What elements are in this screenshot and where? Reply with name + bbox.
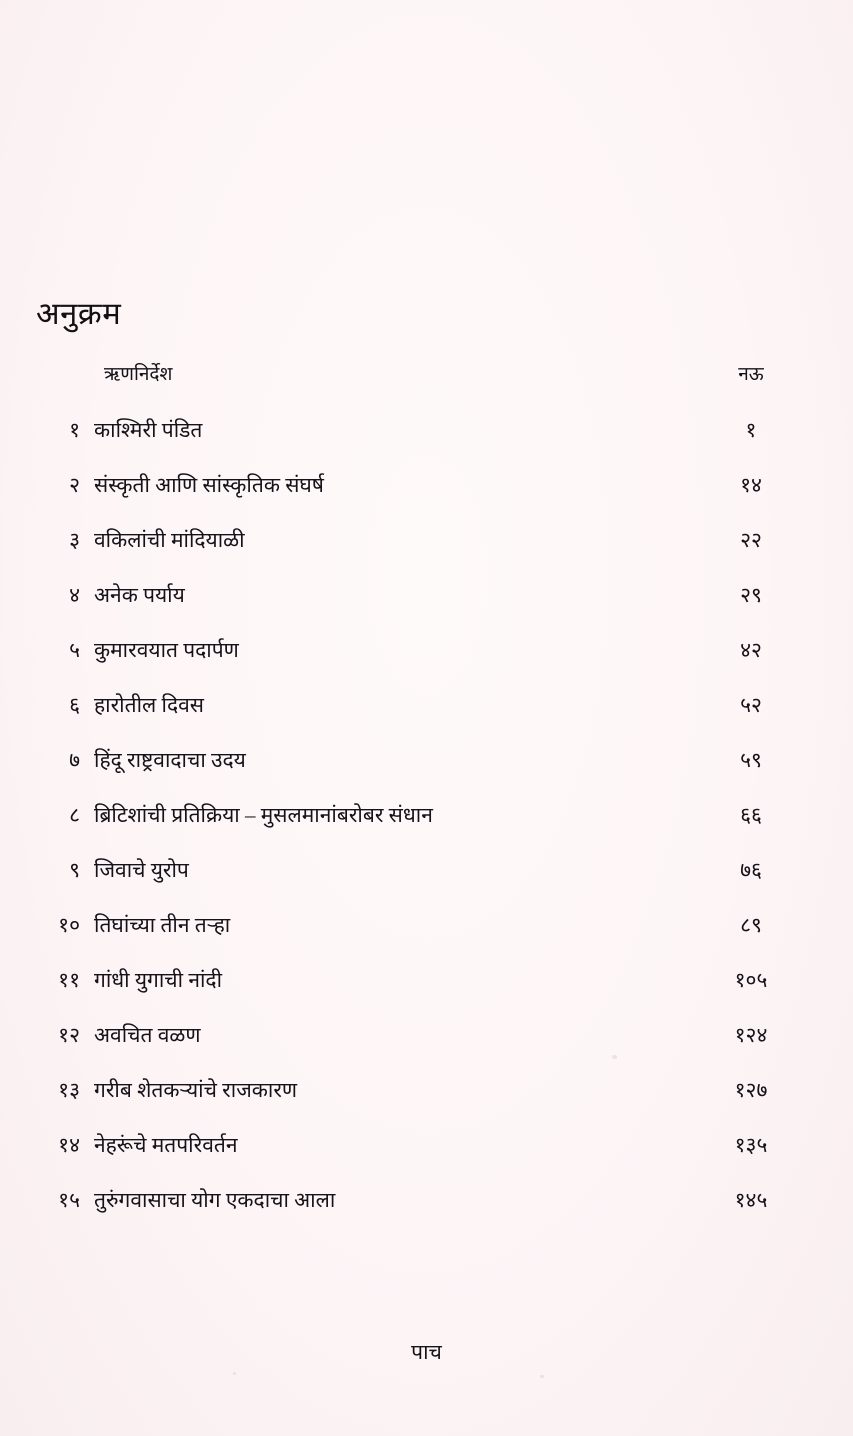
- toc-entry-title: कुमारवयात पदार्पण: [94, 638, 239, 662]
- toc-entry-number: १२: [58, 1023, 80, 1047]
- toc-entry-page-number: १४: [740, 473, 762, 497]
- paper-speck: [612, 1055, 617, 1059]
- page-title: अनुक्रम: [36, 296, 122, 331]
- toc-entry-title: गांधी युगाची नांदी: [94, 968, 223, 992]
- toc-entry-page-number: ८९: [740, 913, 762, 937]
- toc-entry[interactable]: [36, 802, 796, 857]
- toc-entry-page-number: ४२: [740, 638, 762, 662]
- toc-entry-title: संस्कृती आणि सांस्कृतिक संघर्ष: [94, 473, 324, 497]
- toc-entry-number: १०: [58, 913, 80, 937]
- toc-entry-title: हिंदू राष्ट्रवादाचा उदय: [94, 748, 246, 772]
- toc-entry-title: गरीब शेतकऱ्यांचे राजकारण: [94, 1078, 298, 1102]
- toc-entry-title: ब्रिटिशांची प्रतिक्रिया – मुसलमानांबरोबर संधान: [94, 803, 433, 827]
- toc-entry[interactable]: [36, 857, 796, 912]
- toc-entry[interactable]: [36, 582, 796, 637]
- toc-entry-page-number: १०५: [734, 968, 768, 992]
- toc-entry[interactable]: [36, 967, 796, 1022]
- toc-entry-page-number: ६६: [740, 803, 762, 827]
- toc-entry[interactable]: [36, 1022, 796, 1077]
- toc-entry-number: ६: [69, 693, 80, 717]
- toc-entry-number: ७: [69, 748, 80, 772]
- toc-entry-page-number: ५९: [740, 748, 762, 772]
- toc-entry-page-number: १: [745, 418, 757, 442]
- toc-entry-title: अनेक पर्याय: [94, 583, 185, 607]
- toc-entry-page-number: ७६: [740, 858, 762, 882]
- paper-speck: [540, 1375, 544, 1378]
- toc-entry-number: ५: [69, 638, 80, 662]
- toc-entry[interactable]: [36, 1132, 796, 1187]
- paper-speck: [233, 1372, 236, 1375]
- toc-entry-title: काश्मिरी पंडित: [94, 418, 203, 442]
- toc-entry[interactable]: [36, 417, 796, 472]
- toc-entry-title: हारोतील दिवस: [94, 693, 204, 717]
- toc-entry-number: १३: [58, 1078, 80, 1102]
- toc-entry-number: २: [69, 473, 80, 497]
- toc-entry-page-number: २२: [740, 528, 762, 552]
- toc-entry-number: ४: [69, 583, 80, 607]
- toc-entry-title: वकिलांची मांदियाळी: [94, 528, 245, 552]
- toc-entry[interactable]: [36, 692, 796, 747]
- toc-entry-number: १: [69, 418, 80, 442]
- page-number-footer: पाच: [411, 1340, 442, 1364]
- toc-entry-page-number: १३५: [734, 1133, 768, 1157]
- toc-entry-title: तिघांच्या तीन तऱ्हा: [94, 913, 231, 937]
- toc-entry[interactable]: [36, 1077, 796, 1132]
- toc-entry[interactable]: [36, 1187, 796, 1242]
- toc-entry[interactable]: [36, 912, 796, 967]
- toc-entry-page-number: ५२: [740, 693, 762, 717]
- toc-entry-page-number: १२७: [734, 1078, 768, 1102]
- toc-entry[interactable]: [36, 747, 796, 802]
- toc-entry-title: ऋणनिर्देश: [104, 364, 173, 385]
- toc-entry[interactable]: [36, 527, 796, 582]
- toc-entry[interactable]: [36, 362, 796, 417]
- toc-entry[interactable]: [36, 472, 796, 527]
- toc-entry-number: ३: [69, 528, 80, 552]
- toc-entry-page-number: १२४: [734, 1023, 768, 1047]
- toc-entry-number: ९: [69, 858, 80, 882]
- toc-entry-number: ८: [69, 803, 80, 827]
- toc-entry-title: अवचित वळण: [94, 1023, 201, 1047]
- toc-entry-page-number: १४५: [734, 1188, 768, 1212]
- toc-entry-number: १४: [58, 1133, 80, 1157]
- table-of-contents-list: [36, 362, 796, 1242]
- toc-entry[interactable]: [36, 637, 796, 692]
- toc-entry-number: १५: [58, 1188, 80, 1212]
- toc-entry-number: ११: [58, 968, 80, 992]
- toc-entry-title: जिवाचे युरोप: [94, 858, 189, 882]
- toc-entry-page-number: नऊ: [738, 364, 764, 385]
- toc-entry-title: तुरुंगवासाचा योग एकदाचा आला: [94, 1188, 336, 1212]
- toc-entry-title: नेहरूंचे मतपरिवर्तन: [94, 1133, 238, 1157]
- toc-entry-page-number: २९: [740, 583, 762, 607]
